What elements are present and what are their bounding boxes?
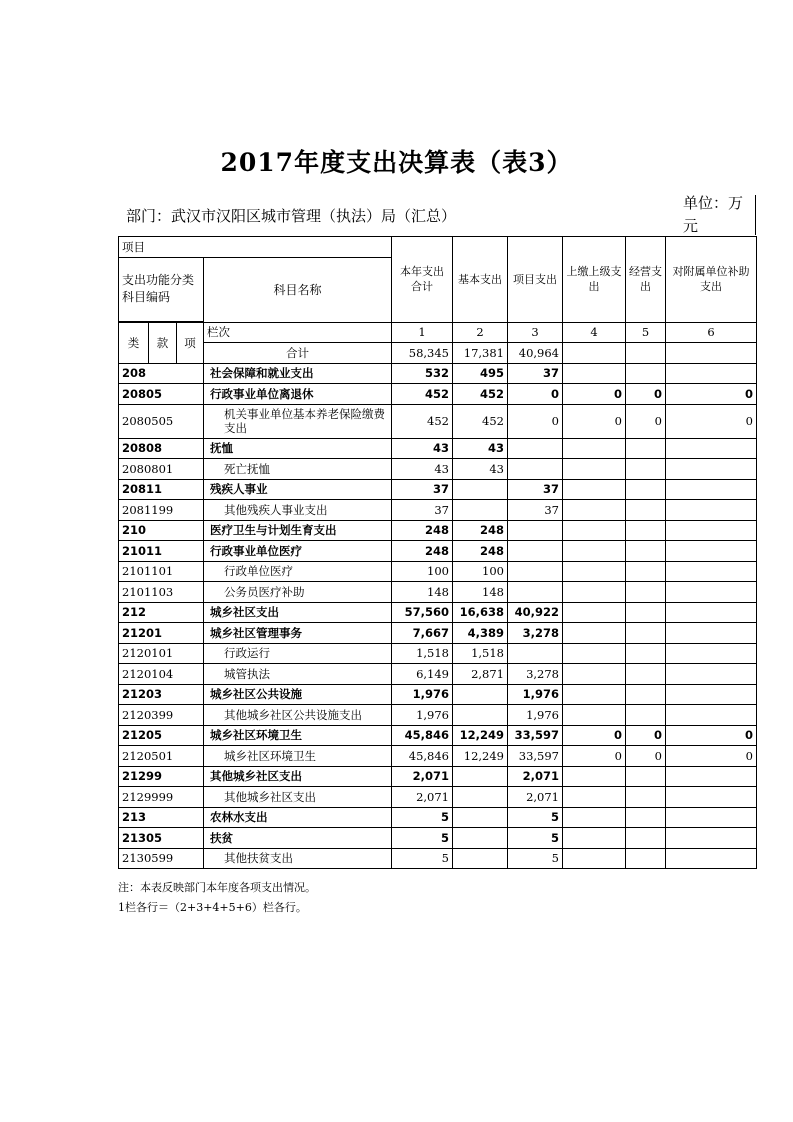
row-value-col-2 — [453, 848, 508, 869]
row-value-col-3: 5 — [508, 807, 563, 828]
row-value-col-5 — [626, 363, 666, 384]
row-code: 20808 — [119, 438, 204, 459]
total-value: 40,964 — [508, 343, 563, 364]
row-value-col-6 — [666, 623, 757, 644]
row-value-col-3: 3,278 — [508, 664, 563, 685]
row-value-col-3: 37 — [508, 363, 563, 384]
row-value-col-3: 2,071 — [508, 766, 563, 787]
header-code-label: 支出功能分类科目编码 — [119, 257, 204, 321]
row-value-col-6 — [666, 500, 757, 521]
expenditure-table — [118, 236, 757, 869]
row-value-col-4 — [563, 848, 626, 869]
row-value-col-1: 37 — [392, 500, 453, 521]
table-row — [119, 438, 757, 459]
page-title: 2017年度支出决算表（表3） — [220, 148, 573, 177]
header-name-label: 科目名称 — [204, 257, 392, 322]
row-value-col-2: 12,249 — [453, 725, 508, 746]
row-name: 城乡社区公共设施 — [204, 684, 392, 705]
row-value-col-2: 248 — [453, 541, 508, 562]
row-value-col-2 — [453, 787, 508, 808]
total-label: 合计 — [204, 343, 392, 364]
row-value-col-3 — [508, 643, 563, 664]
row-value-col-5: 0 — [626, 384, 666, 405]
table-row — [119, 582, 757, 603]
row-value-col-3: 0 — [508, 384, 563, 405]
row-value-col-4 — [563, 561, 626, 582]
row-value-col-6 — [666, 602, 757, 623]
row-value-col-4: 0 — [563, 725, 626, 746]
row-value-col-1: 2,071 — [392, 787, 453, 808]
row-value-col-4 — [563, 643, 626, 664]
row-value-col-2: 452 — [453, 404, 508, 438]
row-value-col-2: 100 — [453, 561, 508, 582]
row-value-col-5 — [626, 459, 666, 480]
row-value-col-1: 5 — [392, 848, 453, 869]
row-value-col-2: 12,249 — [453, 746, 508, 767]
row-value-col-5 — [626, 705, 666, 726]
col-num-2: 2 — [453, 322, 508, 343]
table-row — [119, 500, 757, 521]
row-code: 2120399 — [119, 705, 204, 726]
row-value-col-6 — [666, 807, 757, 828]
row-value-col-5 — [626, 807, 666, 828]
row-value-col-4: 0 — [563, 746, 626, 767]
row-value-col-1: 1,518 — [392, 643, 453, 664]
table-row — [119, 479, 757, 500]
col-num-4: 4 — [563, 322, 626, 343]
row-value-col-6 — [666, 643, 757, 664]
row-value-col-2: 1,518 — [453, 643, 508, 664]
row-code: 2130599 — [119, 848, 204, 869]
row-value-col-2 — [453, 766, 508, 787]
row-name: 扶贫 — [204, 828, 392, 849]
row-name: 其他城乡社区支出 — [204, 766, 392, 787]
row-code: 21201 — [119, 623, 204, 644]
row-value-col-3: 40,922 — [508, 602, 563, 623]
row-code: 2080801 — [119, 459, 204, 480]
header-col-3: 项目支出 — [508, 237, 563, 323]
row-value-col-5 — [626, 766, 666, 787]
row-value-col-2 — [453, 684, 508, 705]
row-value-col-4 — [563, 438, 626, 459]
row-value-col-4 — [563, 602, 626, 623]
note-line: 1栏各行＝（2+3+4+5+6）栏各行。 — [118, 901, 307, 914]
row-code: 21203 — [119, 684, 204, 705]
row-value-col-1: 2,071 — [392, 766, 453, 787]
row-value-col-4 — [563, 828, 626, 849]
col-num-6: 6 — [666, 322, 757, 343]
row-value-col-1: 5 — [392, 807, 453, 828]
col-num-1: 1 — [392, 322, 453, 343]
row-code: 2081199 — [119, 500, 204, 521]
row-value-col-6 — [666, 684, 757, 705]
row-value-col-6 — [666, 561, 757, 582]
row-value-col-2 — [453, 807, 508, 828]
table-row — [119, 807, 757, 828]
table-row — [119, 459, 757, 480]
table-row — [119, 746, 757, 767]
header-col-4: 上缴上级支出 — [563, 237, 626, 323]
row-value-col-4 — [563, 705, 626, 726]
row-value-col-3: 1,976 — [508, 705, 563, 726]
row-value-col-4 — [563, 520, 626, 541]
table-row — [119, 561, 757, 582]
row-code: 2120104 — [119, 664, 204, 685]
row-name: 社会保障和就业支出 — [204, 363, 392, 384]
row-value-col-4 — [563, 807, 626, 828]
table-row — [119, 404, 757, 438]
header-col-1: 本年支出合计 — [392, 237, 453, 323]
table-row — [119, 541, 757, 562]
total-value — [563, 343, 626, 364]
row-value-col-2: 43 — [453, 438, 508, 459]
table-row — [119, 664, 757, 685]
row-value-col-2: 4,389 — [453, 623, 508, 644]
row-code: 2101101 — [119, 561, 204, 582]
row-value-col-5 — [626, 561, 666, 582]
row-value-col-1: 37 — [392, 479, 453, 500]
row-value-col-6 — [666, 828, 757, 849]
row-value-col-2: 248 — [453, 520, 508, 541]
row-value-col-6 — [666, 438, 757, 459]
department-label: 部门：武汉市汉阳区城市管理（执法）局（汇总） — [126, 207, 457, 225]
header-xiangmu: 项目 — [119, 237, 392, 258]
row-value-col-6 — [666, 459, 757, 480]
row-code: 20805 — [119, 384, 204, 405]
row-code: 2129999 — [119, 787, 204, 808]
row-value-col-6 — [666, 541, 757, 562]
row-value-col-4 — [563, 459, 626, 480]
row-value-col-3: 0 — [508, 404, 563, 438]
table-row — [119, 705, 757, 726]
row-value-col-6 — [666, 705, 757, 726]
row-value-col-2: 16,638 — [453, 602, 508, 623]
row-value-col-4: 0 — [563, 404, 626, 438]
row-value-col-4 — [563, 766, 626, 787]
row-name: 其他城乡社区支出 — [204, 787, 392, 808]
row-value-col-5 — [626, 602, 666, 623]
row-value-col-1: 57,560 — [392, 602, 453, 623]
row-name: 抚恤 — [204, 438, 392, 459]
row-value-col-6: 0 — [666, 746, 757, 767]
row-value-col-6 — [666, 787, 757, 808]
row-value-col-5 — [626, 828, 666, 849]
table-row — [119, 602, 757, 623]
row-value-col-3 — [508, 520, 563, 541]
row-value-col-1: 1,976 — [392, 684, 453, 705]
row-code: 208 — [119, 363, 204, 384]
header-lei: 类 — [119, 322, 149, 363]
row-value-col-4 — [563, 582, 626, 603]
row-value-col-6: 0 — [666, 725, 757, 746]
row-value-col-5 — [626, 848, 666, 869]
total-value: 58,345 — [392, 343, 453, 364]
row-name: 死亡抚恤 — [204, 459, 392, 480]
table-row — [119, 828, 757, 849]
table-row — [119, 766, 757, 787]
row-code: 212 — [119, 602, 204, 623]
row-value-col-1: 100 — [392, 561, 453, 582]
row-value-col-1: 248 — [392, 541, 453, 562]
row-name: 城乡社区环境卫生 — [204, 725, 392, 746]
row-value-col-1: 45,846 — [392, 746, 453, 767]
row-code: 21305 — [119, 828, 204, 849]
total-value — [666, 343, 757, 364]
row-value-col-3: 5 — [508, 848, 563, 869]
row-value-col-3: 1,976 — [508, 684, 563, 705]
row-value-col-4 — [563, 363, 626, 384]
row-value-col-6 — [666, 664, 757, 685]
row-name: 其他残疾人事业支出 — [204, 500, 392, 521]
row-name: 城管执法 — [204, 664, 392, 685]
row-value-col-6: 0 — [666, 384, 757, 405]
row-name: 农林水支出 — [204, 807, 392, 828]
total-value: 17,381 — [453, 343, 508, 364]
row-code: 213 — [119, 807, 204, 828]
row-value-col-3 — [508, 438, 563, 459]
row-value-col-1: 6,149 — [392, 664, 453, 685]
row-value-col-5 — [626, 438, 666, 459]
row-value-col-6 — [666, 582, 757, 603]
row-value-col-6 — [666, 766, 757, 787]
note-line: 注：本表反映部门本年度各项支出情况。 — [118, 881, 316, 894]
table-row — [119, 848, 757, 869]
row-value-col-5 — [626, 520, 666, 541]
row-value-col-3: 33,597 — [508, 725, 563, 746]
row-name: 城乡社区环境卫生 — [204, 746, 392, 767]
row-code: 20811 — [119, 479, 204, 500]
col-num-3: 3 — [508, 322, 563, 343]
row-name: 其他扶贫支出 — [204, 848, 392, 869]
row-value-col-1: 248 — [392, 520, 453, 541]
table-notes — [118, 878, 316, 918]
row-value-col-5 — [626, 479, 666, 500]
row-value-col-5: 0 — [626, 746, 666, 767]
total-value — [626, 343, 666, 364]
row-value-col-4 — [563, 623, 626, 644]
row-code: 2120501 — [119, 746, 204, 767]
row-value-col-3: 33,597 — [508, 746, 563, 767]
row-code: 2120101 — [119, 643, 204, 664]
row-value-col-4 — [563, 664, 626, 685]
table-row — [119, 684, 757, 705]
header-col-6: 对附属单位补助支出 — [666, 237, 757, 323]
row-value-col-4 — [563, 541, 626, 562]
row-value-col-1: 452 — [392, 384, 453, 405]
row-value-col-1: 1,976 — [392, 705, 453, 726]
row-value-col-6 — [666, 848, 757, 869]
row-code: 210 — [119, 520, 204, 541]
row-value-col-2 — [453, 828, 508, 849]
row-value-col-4: 0 — [563, 384, 626, 405]
row-value-col-2: 495 — [453, 363, 508, 384]
row-name: 机关事业单位基本养老保险缴费支出 — [204, 404, 392, 438]
row-name: 残疾人事业 — [204, 479, 392, 500]
row-value-col-4 — [563, 684, 626, 705]
table-row — [119, 363, 757, 384]
row-value-col-5 — [626, 684, 666, 705]
row-value-col-3 — [508, 459, 563, 480]
row-value-col-2 — [453, 705, 508, 726]
header-col-2: 基本支出 — [453, 237, 508, 323]
row-value-col-3: 3,278 — [508, 623, 563, 644]
row-value-col-1: 43 — [392, 459, 453, 480]
header-lanci: 栏次 — [204, 322, 392, 343]
row-value-col-3 — [508, 541, 563, 562]
row-value-col-1: 45,846 — [392, 725, 453, 746]
row-value-col-2: 2,871 — [453, 664, 508, 685]
table-row — [119, 384, 757, 405]
row-value-col-3: 2,071 — [508, 787, 563, 808]
row-value-col-4 — [563, 500, 626, 521]
row-value-col-5 — [626, 582, 666, 603]
table-row — [119, 725, 757, 746]
row-value-col-3: 37 — [508, 500, 563, 521]
row-value-col-4 — [563, 479, 626, 500]
row-value-col-2: 452 — [453, 384, 508, 405]
row-code: 21299 — [119, 766, 204, 787]
row-name: 医疗卫生与计划生育支出 — [204, 520, 392, 541]
row-value-col-5: 0 — [626, 725, 666, 746]
row-name: 行政事业单位离退休 — [204, 384, 392, 405]
header-col-5: 经营支出 — [626, 237, 666, 323]
row-value-col-5 — [626, 787, 666, 808]
row-value-col-2: 43 — [453, 459, 508, 480]
row-value-col-5 — [626, 643, 666, 664]
row-value-col-5 — [626, 500, 666, 521]
row-value-col-1: 148 — [392, 582, 453, 603]
row-value-col-1: 532 — [392, 363, 453, 384]
table-row — [119, 520, 757, 541]
row-value-col-3 — [508, 582, 563, 603]
row-name: 行政事业单位医疗 — [204, 541, 392, 562]
unit-divider — [755, 195, 756, 235]
row-value-col-3: 37 — [508, 479, 563, 500]
header-kuan: 款 — [149, 322, 177, 363]
row-value-col-5 — [626, 541, 666, 562]
row-value-col-5 — [626, 664, 666, 685]
row-name: 行政运行 — [204, 643, 392, 664]
row-name: 公务员医疗补助 — [204, 582, 392, 603]
table-row — [119, 623, 757, 644]
row-value-col-6: 0 — [666, 404, 757, 438]
row-code: 21205 — [119, 725, 204, 746]
row-value-col-2: 148 — [453, 582, 508, 603]
row-value-col-6 — [666, 479, 757, 500]
row-value-col-5 — [626, 623, 666, 644]
header-xiang: 项 — [177, 322, 204, 363]
row-value-col-3 — [508, 561, 563, 582]
row-name: 城乡社区支出 — [204, 602, 392, 623]
row-value-col-1: 452 — [392, 404, 453, 438]
row-value-col-5: 0 — [626, 404, 666, 438]
row-name: 其他城乡社区公共设施支出 — [204, 705, 392, 726]
row-value-col-6 — [666, 520, 757, 541]
row-value-col-1: 7,667 — [392, 623, 453, 644]
row-value-col-2 — [453, 479, 508, 500]
row-value-col-4 — [563, 787, 626, 808]
col-num-5: 5 — [626, 322, 666, 343]
row-value-col-6 — [666, 363, 757, 384]
row-name: 行政单位医疗 — [204, 561, 392, 582]
row-value-col-1: 43 — [392, 438, 453, 459]
row-value-col-3: 5 — [508, 828, 563, 849]
table-row — [119, 787, 757, 808]
row-name: 城乡社区管理事务 — [204, 623, 392, 644]
row-code: 21011 — [119, 541, 204, 562]
row-value-col-2 — [453, 500, 508, 521]
row-code: 2101103 — [119, 582, 204, 603]
unit-label: 单位：万元 — [683, 194, 744, 235]
table-row — [119, 643, 757, 664]
row-value-col-1: 5 — [392, 828, 453, 849]
row-code: 2080505 — [119, 404, 204, 438]
